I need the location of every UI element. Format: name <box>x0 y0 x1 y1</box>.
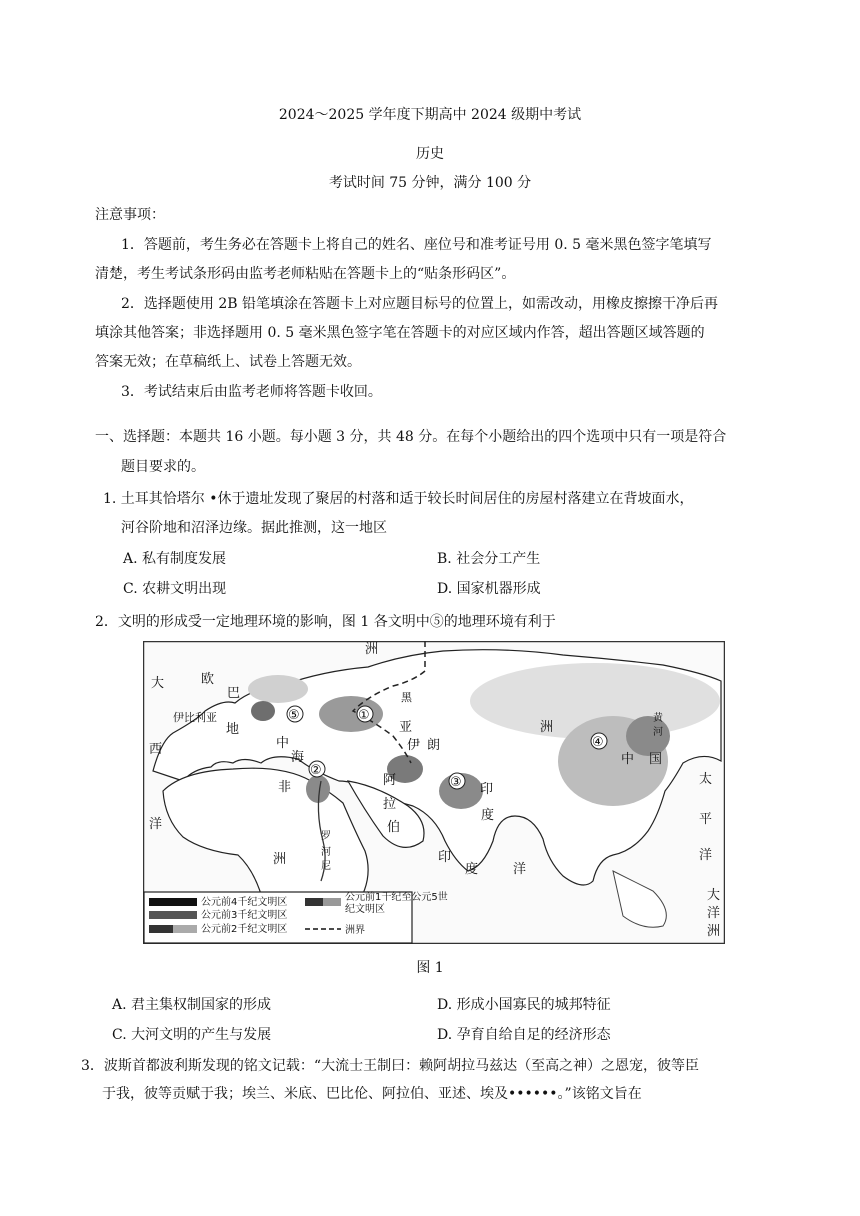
map-label: 洋 <box>707 906 721 921</box>
map-label: 阿 <box>383 773 397 788</box>
map-label: 洋 <box>149 817 163 832</box>
legend-label: 洲界 <box>345 925 365 936</box>
legend-label: 公元前4千纪文明区 <box>201 897 288 908</box>
legend-label: 公元前1千纪至公元5世 <box>345 892 448 903</box>
map-label: 太 <box>699 772 713 787</box>
map-label: 尼 <box>321 861 331 872</box>
q1-option-a: A. 私有制度发展 <box>123 551 227 567</box>
map-marker-4: ④ <box>592 735 604 750</box>
map-label: 巴 <box>227 686 241 701</box>
map-label: 黄 <box>653 713 663 724</box>
map-label: 朗 <box>427 738 441 753</box>
map-label: 洲 <box>540 720 554 735</box>
map-label: 河 <box>653 727 663 738</box>
note-line: 清楚，考生考试条形码由监考老师粘贴在答题卡上的“贴条形码区”。 <box>95 266 516 282</box>
map-legend <box>144 890 448 943</box>
figure-caption: 图 1 <box>416 960 444 976</box>
map-label: 伊比利亚 <box>173 711 217 724</box>
q2-option-c: C. 大河文明的产生与发展 <box>112 1027 272 1043</box>
legend-label: 公元前2千纪文明区 <box>201 924 288 935</box>
map-label: 平 <box>699 812 713 827</box>
map-label: 度 <box>465 862 479 877</box>
map-label: 中 <box>621 752 635 767</box>
map-label: 欧 <box>201 672 215 687</box>
section-heading-cont: 题目要求的。 <box>121 459 205 475</box>
q2-option-d: D. 孕育自给自足的经济形态 <box>437 1027 611 1043</box>
map-label: 伯 <box>387 820 401 835</box>
q2-option-a: A. 君主集权制国家的形成 <box>112 997 272 1013</box>
map-label: 河 <box>321 847 331 858</box>
map-marker-5: ⑤ <box>288 708 300 723</box>
world-civilization-map <box>143 641 725 944</box>
map-label: 国 <box>649 752 663 767</box>
map-label: 罗 <box>321 831 331 842</box>
legend-label: 纪文明区 <box>345 904 385 915</box>
exam-info: 考试时间 75 分钟，满分 100 分 <box>328 175 532 191</box>
subject-title: 历史 <box>416 146 444 162</box>
question-3-stem: 3．波斯首都波利斯发现的铭文记载：“大流士王制曰：赖阿胡拉马兹达（至高之神）之恩宠，彼等臣 <box>81 1058 700 1074</box>
exam-title: 2024～2025 学年度下期高中 2024 级期中考试 <box>278 107 582 123</box>
map-label: 拉 <box>383 797 397 812</box>
note-line: 答案无效；在草稿纸上、试卷上答题无效。 <box>95 354 361 370</box>
notes-heading: 注意事项： <box>95 207 165 223</box>
question-2-stem: 2．文明的形成受一定地理环境的影响，图 1 各文明中⑤的地理环境有利于 <box>95 614 556 630</box>
note-line: 1．答题前，考生务必在答题卡上将自己的姓名、座位号和准考证号用 0. 5 毫米黑色签字笔填写 <box>121 237 712 253</box>
note-line: 2．选择题使用 2B 铅笔填涂在答题卡上对应题目标号的位置上，如需改动，用橡皮擦擦干净后再 <box>121 296 719 312</box>
map-label: 洋 <box>513 862 527 877</box>
map-label: 非 <box>278 780 292 795</box>
q2-option-b: D. 形成小国寡民的城邦特征 <box>437 997 611 1013</box>
map-label: 中 <box>276 736 290 751</box>
map-label: 洲 <box>707 924 721 939</box>
map-marker-2: ② <box>310 763 322 778</box>
map-label: 黑 <box>401 691 412 704</box>
map-label: 洲 <box>273 852 287 867</box>
map-label: 地 <box>226 722 240 737</box>
map-label: 亚 <box>399 720 413 735</box>
note-line: 填涂其他答案；非选择题用 0. 5 毫米黑色签字笔在答题卡的对应区域内作答，超出答题区域答题的 <box>95 325 705 341</box>
note-line: 3．考试结束后由监考老师将答题卡收回。 <box>121 384 382 400</box>
map-label: 海 <box>291 750 305 765</box>
map-label: 度 <box>481 808 495 823</box>
question-1-stem-cont: 河谷阶地和沼泽边缘。据此推测，这一地区 <box>121 520 387 536</box>
map-label: 伊 <box>407 738 421 753</box>
question-1-stem: 1. 土耳其恰塔尔 •休于遗址发现了聚居的村落和适于较长时间居住的房屋村落建立在背坡面水， <box>103 491 694 507</box>
map-label: 大 <box>707 888 721 903</box>
map-label: 印 <box>438 850 452 865</box>
map-label: 洋 <box>699 848 713 863</box>
map-label: 印 <box>480 782 494 797</box>
q1-option-c: C. 农耕文明出现 <box>123 581 227 597</box>
legend-label: 公元前3千纪文明区 <box>201 910 288 921</box>
q1-option-d: D. 国家机器形成 <box>437 581 541 597</box>
map-marker-1: ① <box>358 708 370 723</box>
question-3-stem-cont: 于我，彼等贡赋于我；埃兰、米底、巴比伦、阿拉伯、亚述、埃及••••••。”该铭文旨在 <box>102 1086 642 1102</box>
map-label: 洲 <box>365 642 379 657</box>
map-label: 大 <box>151 676 165 691</box>
map-label: 西 <box>149 742 163 757</box>
q1-option-b: B. 社会分工产生 <box>437 551 541 567</box>
section-heading: 一、选择题：本题共 16 小题。每小题 3 分，共 48 分。在每个小题给出的四个选项中只有一项是符合 <box>95 429 727 445</box>
map-marker-3: ③ <box>450 775 462 790</box>
